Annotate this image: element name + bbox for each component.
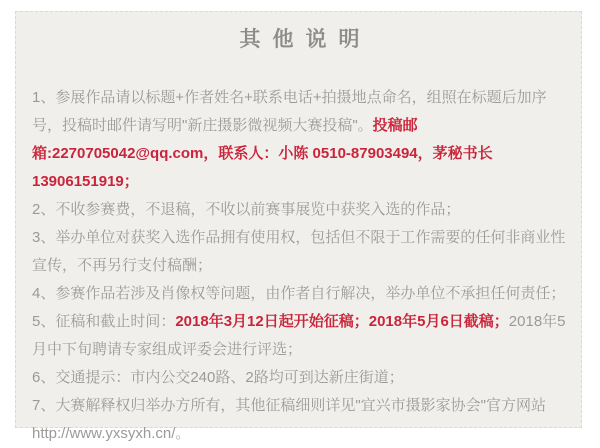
text-segment: 4、参赛作品若涉及肖像权等问题，由作者自行解决，举办单位不承担任何责任； <box>32 285 566 302</box>
notice-item-6 <box>32 364 567 392</box>
notice-item-2 <box>32 196 567 224</box>
notice-item-3 <box>32 224 567 280</box>
notice-list <box>32 84 567 448</box>
emphasis-segment: 投稿邮箱:2270705042@qq.com，联系人：小陈 0510-87903494，茅秘书长13906151919； <box>32 117 493 190</box>
notice-item-7 <box>32 392 567 448</box>
text-segment: 5、征稿和截止时间： <box>32 313 176 330</box>
notice-box <box>15 11 582 442</box>
text-segment: 。 <box>175 425 191 442</box>
text-segment: 3、举办单位对获奖入选作品拥有使用权，包括但不限于工作需要的任何非商业性宣传，不再另行支付稿酬； <box>32 229 566 274</box>
text-segment: 1、参展作品请以标题+作者姓名+联系电话+拍摄地点命名，组照在标题后加序号，投稿时邮件请写明"新庄摄影微视频大赛投稿"。 <box>32 89 547 134</box>
text-segment: 2018年5月中下旬聘请专家组成评委会进行评选； <box>32 313 566 358</box>
notice-item-4 <box>32 280 567 308</box>
notice-title: 其他说明 <box>239 28 372 51</box>
text-segment: 6、交通提示：市内公交240路、2路均可到达新庄街道； <box>32 369 404 386</box>
text-segment: 2、不收参赛费，不退稿，不收以前赛事展览中获奖入选的作品； <box>32 201 461 218</box>
emphasis-segment: 2018年3月12日起开始征稿；2018年5月6日截稿； <box>175 313 509 330</box>
notice-item-1 <box>32 84 567 196</box>
website-url[interactable]: http://www.yxsyxh.cn/ <box>32 425 176 442</box>
text-segment: 7、大赛解释权归举办方所有，其他征稿细则详见"宜兴市摄影家协会"官方网站 <box>32 397 546 414</box>
notice-item-5 <box>32 308 567 364</box>
